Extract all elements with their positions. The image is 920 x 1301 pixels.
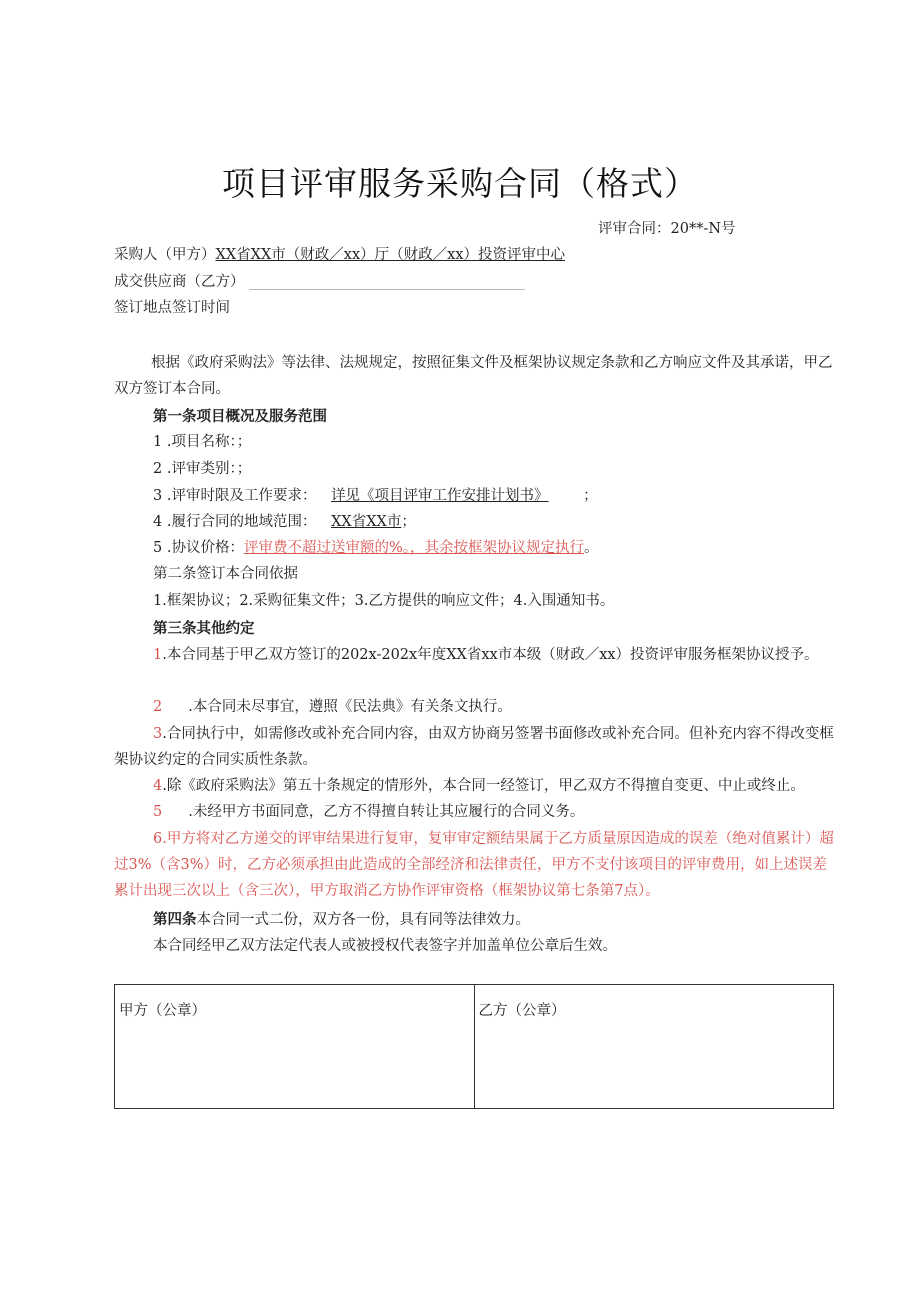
buyer-value: XX省XX市（财政／xx）厅（财政／xx）投资评审中心 bbox=[215, 247, 565, 263]
signature-cell-party-b bbox=[474, 985, 834, 1108]
buyer-line bbox=[114, 245, 565, 265]
art3-item-4 bbox=[114, 773, 839, 799]
item-number: 4 bbox=[153, 778, 163, 794]
art3-item-1 bbox=[114, 642, 839, 668]
article-4-heading: 第四条 bbox=[153, 912, 197, 928]
article-2-heading: 第二条签订本合同依据 bbox=[153, 566, 298, 582]
item-tail: ； bbox=[583, 488, 598, 504]
art3-item-2 bbox=[114, 694, 839, 720]
supplier-blank: ______________________________________ bbox=[249, 274, 525, 290]
party-a-seal-label: 甲方（公章） bbox=[119, 1003, 206, 1019]
art1-item-5 bbox=[153, 538, 598, 558]
article-1-heading: 第一条项目概况及服务范围 bbox=[153, 409, 327, 425]
item-text: .本合同基于甲乙双方签订的202x-202x年度XX省xx市本级（财政／xx）投资评审服务框架协议授予。 bbox=[162, 647, 819, 663]
item-number: 2 bbox=[153, 461, 163, 477]
sign-info: 签订地点签订时间 bbox=[114, 300, 230, 316]
item-text: .项目名称：； bbox=[166, 434, 252, 450]
item-text: .本合同未尽事宜，遵照《民法典》有关条文执行。 bbox=[188, 699, 512, 715]
intro-paragraph: 根据《政府采购法》等法律、法规规定，按照征集文件及框架协议规定条款和乙方响应文件及其承诺，甲乙双方签订本合同。 bbox=[114, 355, 833, 397]
item-number: 1 bbox=[153, 647, 163, 663]
article-4 bbox=[153, 910, 530, 930]
party-b-seal-label: 乙方（公章） bbox=[478, 1003, 566, 1019]
item-text: .协议价格： bbox=[166, 540, 244, 556]
item-text: .除《政府采购法》第五十条规定的情形外，本合同一经签订，甲乙双方不得擅自变更、中止或终止。 bbox=[162, 778, 805, 794]
art1-item-3 bbox=[153, 486, 598, 506]
item-number: 1 bbox=[153, 434, 163, 450]
closing-text: 本合同经甲乙双方法定代表人或被授权代表签字并加盖单位公章后生效。 bbox=[153, 938, 617, 954]
item-number: 3 bbox=[153, 726, 163, 742]
item-text: .未经甲方书面同意，乙方不得擅自转让其应履行的合同义务。 bbox=[188, 804, 585, 820]
item-tail: ； bbox=[401, 514, 416, 530]
item-number: 4 bbox=[153, 514, 163, 530]
art1-item-2 bbox=[153, 459, 251, 479]
item-text: .甲方将对乙方递交的评审结果进行复审，复审审定额结果属于乙方质量原因造成的误差（绝对值累计）超过3%（含3%）时，乙方必须承担由此造成的全部经济和法律责任，甲方不支付该项目的评审费用，如上述误差累计出现三次以上（含三次），甲方取消乙方协作评审资格（框架协议第七条第7点）。 bbox=[114, 831, 834, 899]
signature-cell-party-a bbox=[115, 985, 474, 1108]
art3-item-6 bbox=[114, 826, 839, 904]
article-4-text: 本合同一式二份，双方各一份，具有同等法律效力。 bbox=[196, 912, 530, 928]
art3-item-3 bbox=[114, 721, 839, 773]
item-value: 评审费不超过送审额的%。，其余按框架协议规定执行 bbox=[243, 540, 584, 556]
document-title: 项目评审服务采购合同（格式） bbox=[222, 164, 698, 203]
item-text: .履行合同的地域范围： bbox=[166, 514, 317, 530]
supplier-label: 成交供应商（乙方） bbox=[114, 274, 245, 290]
article-3-heading: 第三条其他约定 bbox=[153, 621, 255, 637]
item-value: 详见《项目评审工作安排计划书》 bbox=[331, 488, 549, 504]
art3-item-5 bbox=[114, 799, 839, 825]
art1-item-1 bbox=[153, 432, 251, 452]
contract-number: 评审合同：20**-N号 bbox=[598, 221, 736, 237]
item-number: 5 bbox=[153, 804, 163, 820]
item-tail: 。 bbox=[583, 540, 599, 556]
item-number: 6 bbox=[153, 831, 163, 847]
item-text: .评审时限及工作要求： bbox=[166, 488, 317, 504]
item-value: XX省XX市 bbox=[331, 514, 402, 530]
item-number: 3 bbox=[153, 488, 163, 504]
article-2-text: 1.框架协议；2.采购征集文件；3.乙方提供的响应文件；4.入围通知书。 bbox=[153, 593, 615, 609]
item-text: .合同执行中，如需修改或补充合同内容，由双方协商另签署书面修改或补充合同。但补充内容不得改变框架协议约定的合同实质性条款。 bbox=[114, 726, 834, 768]
signature-table bbox=[114, 984, 834, 1109]
supplier-line bbox=[114, 272, 525, 292]
buyer-label: 采购人（甲方） bbox=[114, 247, 216, 263]
item-number: 5 bbox=[153, 540, 163, 556]
item-text: .评审类别：； bbox=[166, 461, 252, 477]
item-number: 2 bbox=[153, 699, 163, 715]
art1-item-4 bbox=[153, 512, 416, 532]
